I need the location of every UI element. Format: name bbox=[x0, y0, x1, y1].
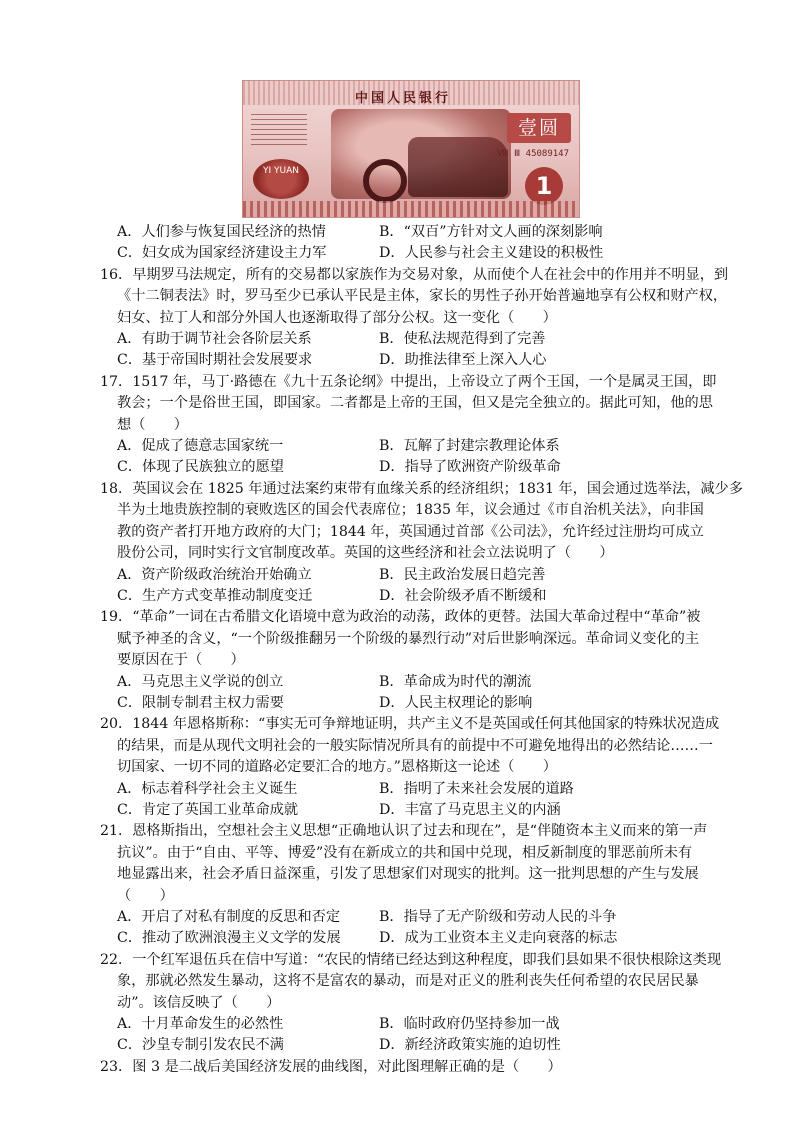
question-line: 23．图 3 是二战后美国经济发展的曲线图，对此图理解正确的是（ ） bbox=[100, 1058, 562, 1075]
q21-options bbox=[100, 907, 700, 950]
option-a: A．开启了对私有制度的反思和否定 bbox=[117, 909, 341, 925]
question-line: 妇女、拉丁人和部分外国人也逐渐取得了部分公权。这一变化（ ） bbox=[117, 309, 557, 326]
banknote-value: 壹圆 bbox=[507, 113, 571, 143]
option-b: B．民主政治发展日趋完善 bbox=[379, 566, 546, 583]
question-line: 20．1844 年恩格斯称：“事实无可争辩地证明，共产主义不是英国或任何其他国家的特殊状况造成 bbox=[100, 716, 720, 733]
option-a: A．资产阶级政治统治开始确立 bbox=[117, 566, 312, 583]
question-line: 21．恩格斯指出，空想社会主义思想“正确地认识了过去和现在”，是“伴随资本主义而来的第一声 bbox=[100, 823, 708, 840]
question-line: 16．早期罗马法规定，所有的交易都以家族作为交易对象，从而使个人在社会中的作用并不明显，到 bbox=[100, 266, 729, 283]
option-c: C．肯定了英国工业革命成就 bbox=[117, 801, 299, 818]
q15-option-a: A．人们参与恢复国民经济的热情 bbox=[117, 224, 326, 240]
option-a: A．十月革命发生的必然性 bbox=[117, 1016, 284, 1033]
question-line: 教的资产者打开地方政府的大门；1844 年，英国通过首部《公司法》，允许经过注册均可成立 bbox=[117, 523, 704, 540]
question-line: 要原因在于（ ） bbox=[117, 652, 245, 669]
q17-options bbox=[100, 436, 700, 479]
exam-content bbox=[100, 222, 743, 1078]
option-b: B．使私法规范得到了完善 bbox=[379, 331, 546, 348]
question-17 bbox=[100, 372, 717, 436]
q15-option-b: B．“双百”方针对文人画的深刻影响 bbox=[379, 224, 603, 240]
option-b: B．瓦解了封建宗教理论体系 bbox=[379, 438, 560, 455]
banknote-numeral: 1 bbox=[525, 167, 563, 205]
question-21 bbox=[100, 821, 708, 907]
option-d: D．成为工业资本主义走向衰落的标志 bbox=[379, 930, 618, 947]
q18-options bbox=[100, 565, 700, 608]
option-c: C．沙皇专制引发农民不满 bbox=[117, 1037, 284, 1054]
question-line: 18．英国议会在 1825 年通过法案约束带有血缘关系的经济组织；1831 年，国会通过选举法，减少多 bbox=[100, 480, 743, 497]
option-d: D．人民主权理论的影响 bbox=[379, 694, 533, 711]
option-d: D．新经济政策实施的迫切性 bbox=[379, 1037, 561, 1054]
question-line: （ ） bbox=[117, 887, 174, 904]
option-b: B．指导了无产阶级和劳动人民的斗争 bbox=[379, 909, 617, 925]
option-c: C．推动了欧洲浪漫主义文学的发展 bbox=[117, 930, 341, 947]
banknote-script-panel bbox=[251, 111, 307, 145]
option-c: C．基于帝国时期社会发展要求 bbox=[117, 352, 313, 369]
question-line: 地显露出来，社会矛盾日益深重，引发了思想家们对现实的批判。这一批判思想的产生与发展 bbox=[117, 866, 699, 883]
option-c: C．限制专制君主权力需要 bbox=[117, 694, 284, 711]
option-b: B．指明了未来社会发展的道路 bbox=[379, 780, 574, 797]
question-line: 股份公司，同时实行文官制度改革。英国的这些经济和社会立法说明了（ ） bbox=[117, 545, 614, 562]
tractor-wheel-illustration bbox=[363, 159, 407, 203]
q16-options bbox=[100, 329, 700, 372]
banknote-bottom-border bbox=[243, 201, 579, 217]
q15-option-c: C．妇女成为国家经济建设主力军 bbox=[117, 245, 327, 262]
q15-option-d: D．人民参与社会主义建设的积极性 bbox=[379, 245, 604, 262]
question-line: 赋予神圣的含义，“一个阶级推翻另一个阶级的暴烈行动”对后世影响深远。革命词义变化的主 bbox=[117, 630, 700, 647]
option-c: C．生产方式变革推动制度变迁 bbox=[117, 587, 313, 604]
option-b: B．革命成为时代的潮流 bbox=[379, 673, 532, 690]
question-20 bbox=[100, 714, 720, 778]
question-line: 抗议”。由于“自由、平等、博爱”没有在新成立的共和国中兑现，相反新制度的罪恶前所未有 bbox=[117, 844, 693, 861]
option-a: A．标志着科学社会主义诞生 bbox=[117, 780, 298, 797]
option-a: A．促成了德意志国家统一 bbox=[117, 438, 284, 455]
q20-options bbox=[100, 779, 700, 822]
banknote-serial: Ⅷ Ⅲ 45089147 bbox=[496, 149, 569, 159]
option-d: D．指导了欧洲资产阶级革命 bbox=[379, 459, 561, 476]
q19-options bbox=[100, 672, 700, 715]
question-line: 的结果，而是从现代文明社会的一般实际情况所具有的前提中不可避免地得出的必然结论……一 bbox=[117, 737, 713, 754]
option-d: D．丰富了马克思主义的内涵 bbox=[379, 801, 561, 818]
banknote-image bbox=[242, 80, 580, 218]
option-a: A．马克思主义学说的创立 bbox=[117, 673, 284, 690]
question-line: 象，那就必然发生暴动，这将不是富农的暴动，而是对正义的胜利丧失任何希望的农民居民暴 bbox=[117, 973, 699, 990]
question-line: 教会；一个是俗世王国，即国家。二者都是上帝的王国，但又是完全独立的。据此可知，他的思 bbox=[117, 395, 713, 412]
question-18 bbox=[100, 479, 743, 565]
option-a: A．有助于调节社会各阶层关系 bbox=[117, 331, 312, 348]
question-22 bbox=[100, 950, 722, 1014]
q15-options bbox=[100, 222, 700, 265]
question-19 bbox=[100, 607, 700, 671]
option-c: C．体现了民族独立的愿望 bbox=[117, 459, 284, 476]
option-d: D．助推法律至上深入人心 bbox=[379, 352, 547, 369]
question-line: 19．“革命”一词在古希腊文化语境中意为政治的动荡，政体的更替。法国大革命过程中“革命”被 bbox=[100, 609, 701, 626]
question-line: 《十二铜表法》时，罗马至少已承认平民是主体，家长的男性子孙开始普遍地享有公权和财产权， bbox=[117, 288, 728, 305]
question-16 bbox=[100, 265, 729, 329]
banknote-bank-name: 中国人民银行 bbox=[355, 91, 452, 106]
q22-options bbox=[100, 1014, 700, 1057]
question-line: 17．1517 年，马丁·路德在《九十五条论纲》中提出，上帝设立了两个王国，一个是属灵王国，即 bbox=[100, 373, 717, 390]
question-23 bbox=[100, 1057, 700, 1078]
option-b: B．临时政府仍坚持参加一战 bbox=[379, 1016, 560, 1033]
question-line: 半为土地贵族控制的衰败选区的国会代表席位；1835 年，议会通过《市自治机关法》，向非国 bbox=[117, 502, 704, 519]
question-line: 动”。该信反映了（ ） bbox=[117, 994, 281, 1011]
option-d: D．社会阶级矛盾不断缓和 bbox=[379, 587, 547, 604]
question-line: 想（ ） bbox=[117, 416, 188, 433]
question-line: 切国家、一切不同的道路必定要汇合的地方。”恩格斯这一论述（ ） bbox=[117, 759, 557, 776]
question-line: 22．一个红军退伍兵在信中写道：“农民的情绪已经达到这种程度，即我们县如果不很快根除这类现 bbox=[100, 951, 722, 968]
tractor-illustration bbox=[408, 137, 508, 197]
banknote-denomination-seal: YI YUAN bbox=[253, 159, 309, 199]
